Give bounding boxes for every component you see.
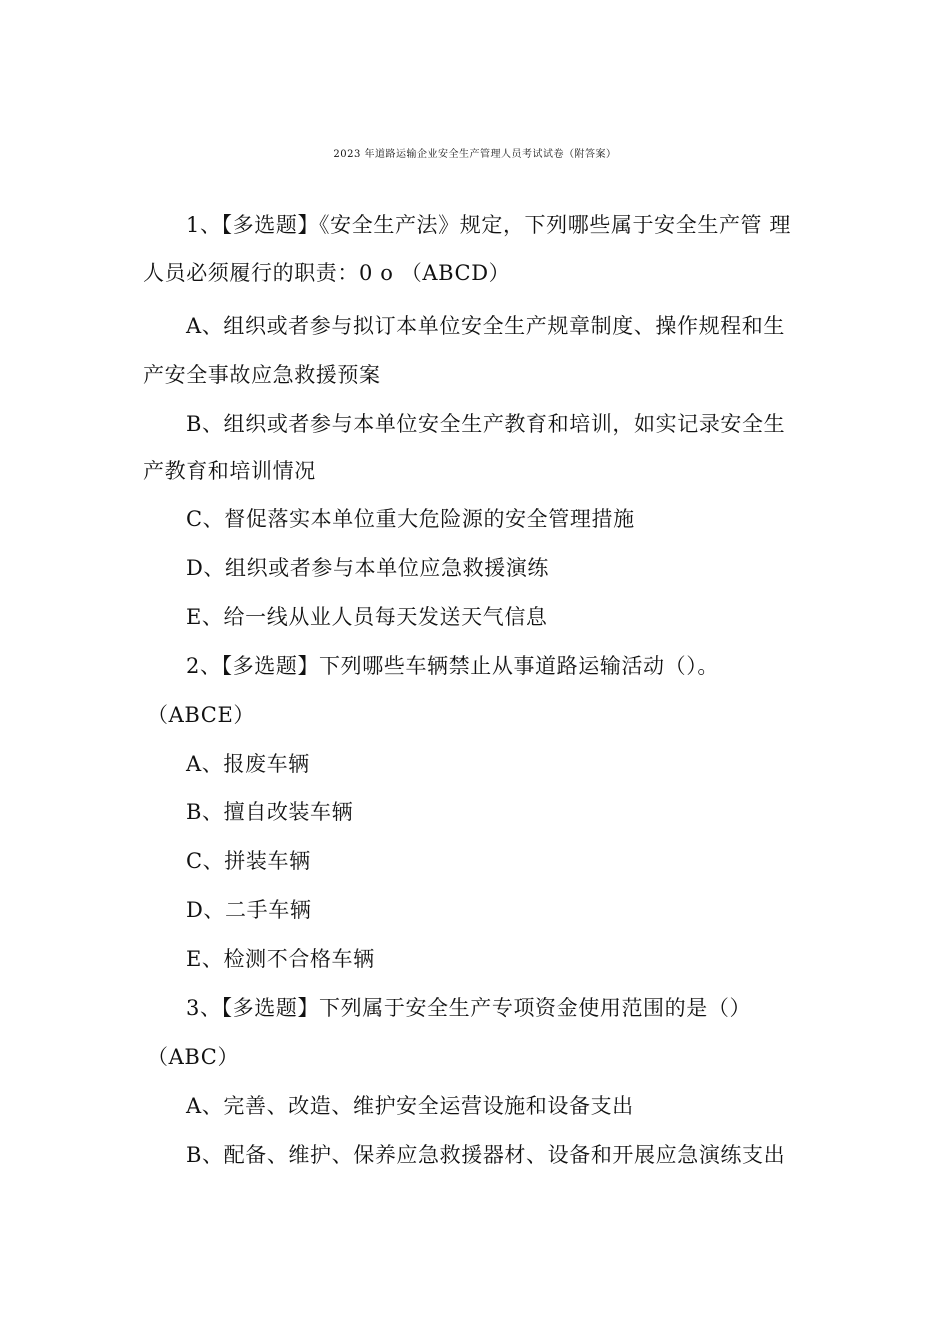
question-3-stem-line-1: 3、【多选题】下列属于安全生产专项资金使用范围的是（） <box>186 996 752 1020</box>
question-3-option-b: B、配备、维护、保养应急救援器材、设备和开展应急演练支出 <box>186 1143 786 1167</box>
document-title: 2023 年道路运输企业安全生产管理人员考试试卷（附答案） <box>333 149 617 160</box>
question-2-option-b: B、擅自改装车辆 <box>186 800 354 824</box>
question-2-stem-line-1: 2、【多选题】下列哪些车辆禁止从事道路运输活动（）。 <box>186 654 719 678</box>
question-2-option-a: A、报废车辆 <box>186 752 310 776</box>
question-2-option-e: E、检测不合格车辆 <box>186 947 375 971</box>
question-2-option-c: C、拼装车辆 <box>186 849 311 873</box>
question-1-option-b-line-2: 产教育和培训情况 <box>143 459 316 483</box>
question-1-stem-line-2: 人员必须履行的职责：0 o （ABCD） <box>143 261 511 285</box>
question-1-option-b-line-1: B、组织或者参与本单位安全生产教育和培训，如实记录安全生 <box>186 412 786 436</box>
question-1-stem-line-1: 1、【多选题】《安全生产法》规定，下列哪些属于安全生产管 理 <box>186 213 792 237</box>
question-1-option-e: E、给一线从业人员每天发送天气信息 <box>186 605 548 629</box>
question-1-option-d: D、组织或者参与本单位应急救援演练 <box>186 556 550 580</box>
question-3-option-a: A、完善、改造、维护安全运营设施和设备支出 <box>186 1094 634 1118</box>
question-1-option-a-line-1: A、组织或者参与拟订本单位安全生产规章制度、操作规程和生 <box>186 314 785 338</box>
question-1-option-a-line-2: 产安全事故应急救援预案 <box>143 363 381 387</box>
question-1-option-c: C、督促落实本单位重大危险源的安全管理措施 <box>186 507 635 531</box>
question-3-stem-line-2: （ABC） <box>147 1045 240 1069</box>
question-2-option-d: D、二手车辆 <box>186 898 312 922</box>
question-2-stem-line-2: （ABCE） <box>147 703 255 727</box>
